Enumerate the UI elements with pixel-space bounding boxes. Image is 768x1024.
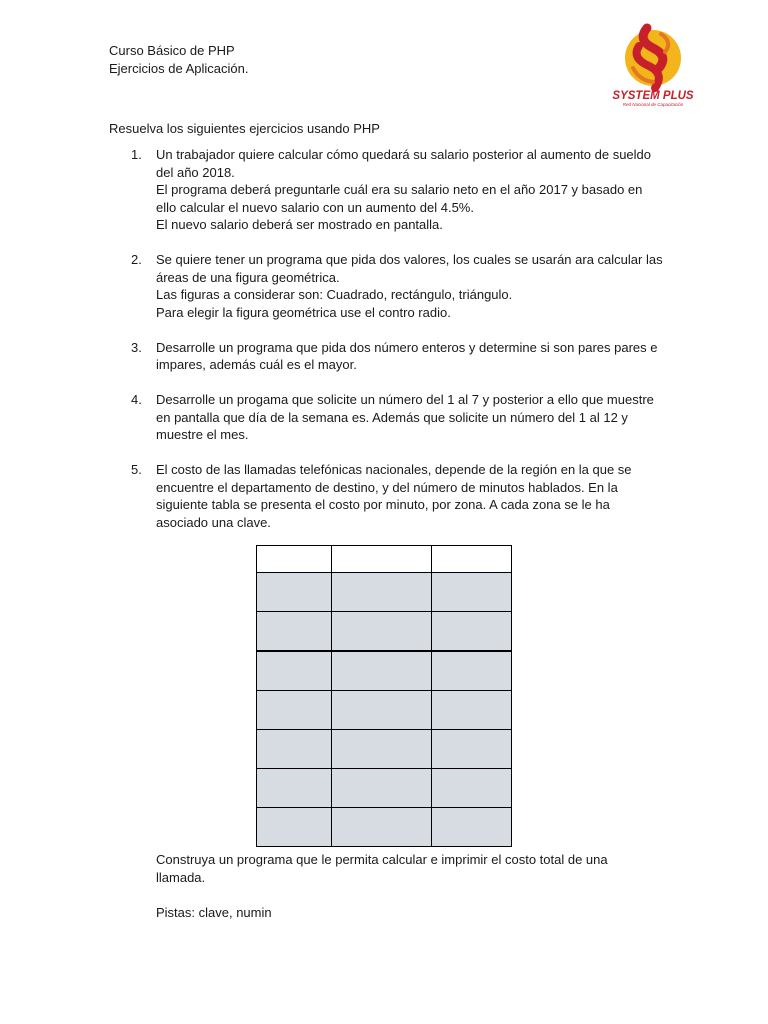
instruction-line: llamada. <box>156 869 206 885</box>
table-cell <box>432 612 512 652</box>
table-cell <box>432 651 512 691</box>
instructions-intro: Resuelva los siguientes ejercicios usando PHP <box>109 121 380 136</box>
table-row <box>257 651 512 691</box>
exercise-number: 4. <box>131 392 142 407</box>
table-cell <box>332 573 432 612</box>
system-plus-logo <box>603 22 703 110</box>
exercise-item <box>109 146 669 234</box>
exercise-text-line: encuentre el departamento de destino, y del número de minutos hablados. En la <box>156 479 618 495</box>
exercise-item <box>109 391 669 444</box>
table-row <box>257 612 512 652</box>
exercise-text-line: en pantalla que día de la semana es. Además que solicite un número del 1 al 12 y <box>156 409 628 425</box>
table-row <box>257 730 512 769</box>
exercise-text-line: Desarrolle un progama que solicite un número del 1 al 7 y posterior a ello que muestre <box>156 392 654 407</box>
exercise-text-line: áreas de una figura geométrica. <box>156 269 340 285</box>
exercise-text-line: Se quiere tener un programa que pida dos valores, los cuales se usarán ara calcular las <box>156 252 663 267</box>
table-cell <box>332 546 432 573</box>
table-cell <box>432 691 512 730</box>
exercise-text-line: del año 2018. <box>156 164 235 180</box>
exercise-number: 2. <box>131 252 142 267</box>
exercise-text-line: ello calcular el nuevo salario con un aumento del 4.5%. <box>156 199 474 215</box>
table-row <box>257 808 512 847</box>
exercise-text-line: El nuevo salario deberá ser mostrado en pantalla. <box>156 217 443 232</box>
exercise-text-line: siguiente tabla se presenta el costo por minuto, por zona. A cada zona se le ha <box>156 497 610 512</box>
post-table-instructions <box>156 851 608 886</box>
exercise-item <box>109 339 669 374</box>
exercise-text-line: impares, además cuál es el mayor. <box>156 357 357 372</box>
hints-line: Pistas: clave, numin <box>156 905 272 920</box>
exercise-text-line: Para elegir la figura geométrica use el contro radio. <box>156 304 451 320</box>
table-cell <box>257 691 332 730</box>
table-cell <box>257 651 332 691</box>
table-row <box>257 691 512 730</box>
logo-name: SYSTEM PLUS <box>612 90 694 102</box>
table-row <box>257 573 512 612</box>
exercise-number: 1. <box>131 147 142 162</box>
exercise-text-line: muestre el mes. <box>156 427 249 442</box>
exercise-text-line: Desarrolle un programa que pida dos número enteros y determine si son pares pares e <box>156 339 658 355</box>
table-cell <box>332 730 432 769</box>
course-title: Curso Básico de PHP <box>109 43 235 58</box>
table-cell <box>432 808 512 847</box>
system-plus-logo-icon <box>603 22 703 110</box>
exercise-item <box>109 251 669 321</box>
exercise-text-line: El programa deberá preguntarle cuál era su salario neto en el año 2017 y basado en <box>156 182 643 197</box>
document-subtitle: Ejercicios de Aplicación. <box>109 60 249 76</box>
table-cell <box>332 651 432 691</box>
exercise-text-line: asociado una clave. <box>156 514 271 530</box>
exercise-text-line: Un trabajador quiere calcular cómo quedará su salario posterior al aumento de sueldo <box>156 147 652 162</box>
table-cell <box>257 546 332 573</box>
table-cell <box>257 769 332 808</box>
table-cell <box>257 612 332 652</box>
table-cell <box>332 691 432 730</box>
table-cell <box>332 769 432 808</box>
table-cell <box>432 730 512 769</box>
table-cell <box>257 730 332 769</box>
document-header <box>109 42 248 77</box>
logo-tagline: Red Nacional de Capacitación <box>622 102 684 107</box>
table-cell <box>432 573 512 612</box>
table-cell <box>432 769 512 808</box>
zone-cost-table <box>256 545 512 847</box>
exercise-item <box>109 461 669 531</box>
table-cell <box>432 546 512 573</box>
table-row <box>257 769 512 808</box>
exercise-text-line: Las figuras a considerar son: Cuadrado, rectángulo, triángulo. <box>156 287 513 302</box>
table-cell <box>257 808 332 847</box>
exercise-text-line: El costo de las llamadas telefónicas nacionales, depende de la región en la que se <box>156 462 632 477</box>
table-cell <box>332 808 432 847</box>
table-cell <box>257 573 332 612</box>
exercise-number: 5. <box>131 462 142 477</box>
exercise-number: 3. <box>131 339 142 355</box>
table-cell <box>332 612 432 652</box>
table-header-row <box>257 546 512 573</box>
instruction-line: Construya un programa que le permita calcular e imprimir el costo total de una <box>156 852 608 867</box>
exercise-list <box>109 146 669 549</box>
